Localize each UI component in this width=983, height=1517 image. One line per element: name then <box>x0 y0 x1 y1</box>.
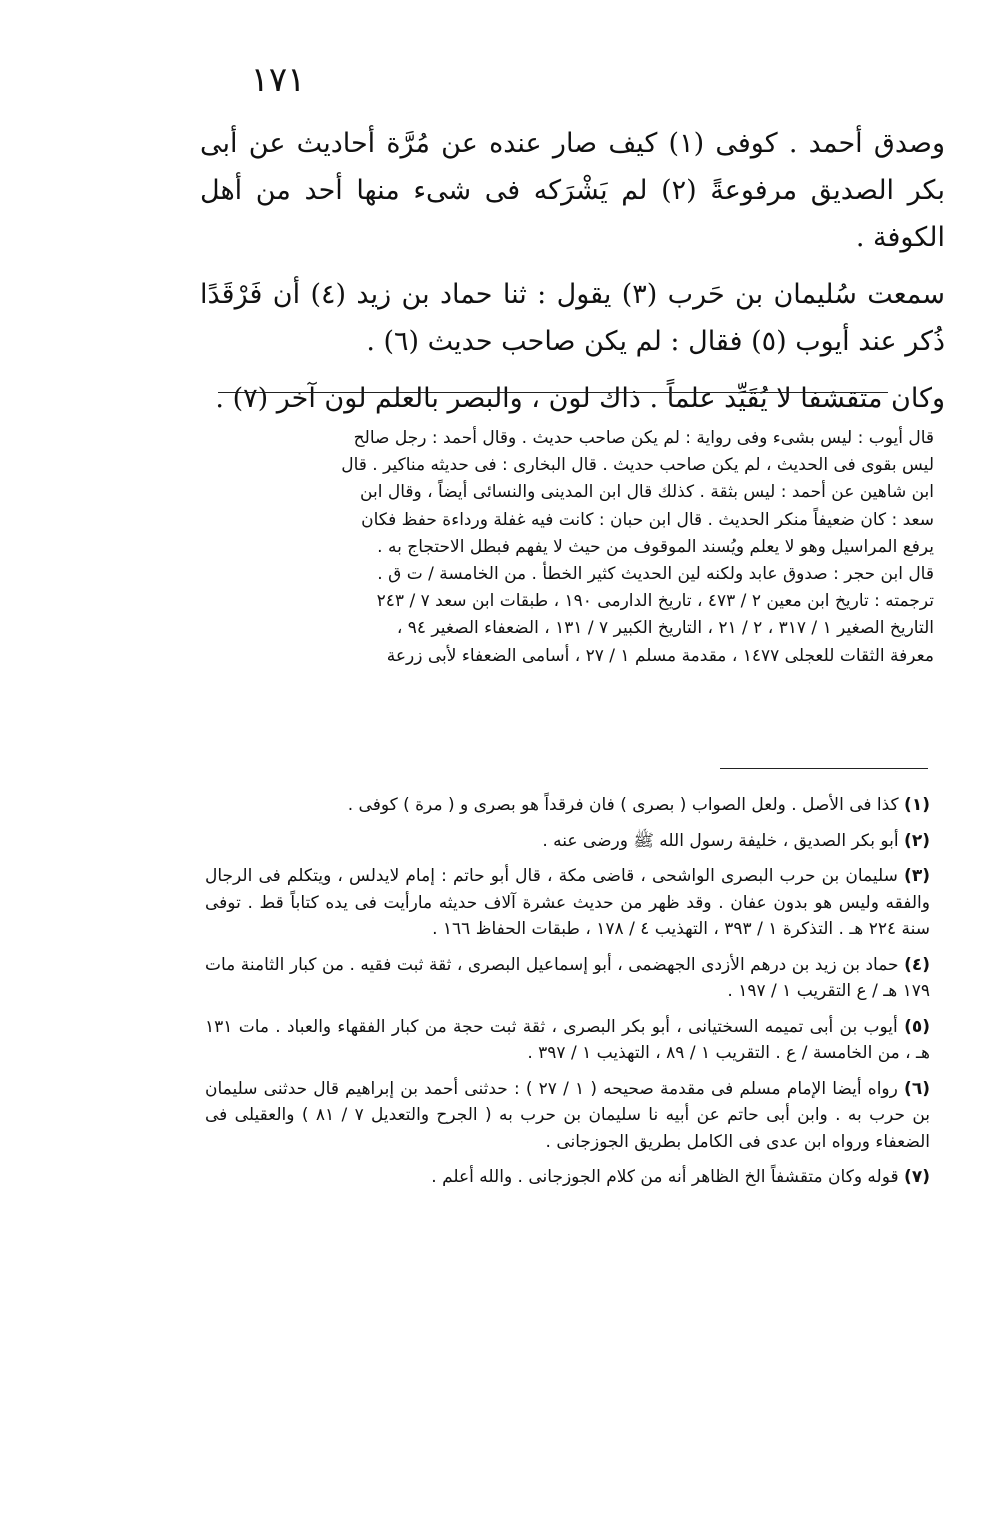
bio-note-line: قال ابن حجر : صدوق عابد ولكنه لين الحديث كثير الخطأ . من الخامسة / ت ق . <box>377 564 934 585</box>
footnote-marker: (٣) <box>904 866 930 886</box>
bio-note-line: معرفة الثقات للعجلى ١٤٧٧ ، مقدمة مسلم ١ / ٢٧ ، أسامى الضعفاء لأبى زرعة <box>386 645 934 666</box>
bio-note-line: ابن شاهين عن أحمد : ليس بثقة . كذلك قال ابن المدينى والنسائى أيضاً ، وقال ابن <box>360 482 934 503</box>
footnote-separator-rule <box>218 392 888 393</box>
footnote-1 <box>205 792 930 819</box>
footnote-text: سليمان بن حرب البصرى الواشحى ، قاضى مكة ، قال أبو حاتم : إمام لايدلس ، ويتكلم فى الرجال والفقه وليس هو بدون عفان . وقد ظهر من حديث عشرة آلاف حديثه مارأيت فى يده كتاباً قط . توفى سنة ٢٢٤ هـ . التذكرة ١ / ٣٩٣ ، التهذيب ٤ / ١٧٨ ، طبقات الحفاظ ١٦٦ . <box>205 866 930 939</box>
footnotes-section <box>205 792 930 1200</box>
footnote-4 <box>205 952 930 1005</box>
main-text <box>200 120 945 432</box>
main-paragraph: سمعت سُليمان بن حَرب (٣) يقول : ثنا حماد بن زيد (٤) أن فَرْقَدًا ذُكر عند أيوب (٥) فقال : لم يكن صاحب حديث (٦) . <box>200 279 945 357</box>
main-paragraph: وصدق أحمد . كوفى (١) كيف صار عنده عن مُرَّة أحاديث عن أبى بكر الصديق مرفوعةً (٢) لم يَشْرَكه فى شىء منها أحد من أهل الكوفة . <box>200 128 945 253</box>
footnote-marker: (٦) <box>904 1078 930 1099</box>
footnote-text: حماد بن زيد بن درهم الأزدى الجهضمى ، أبو إسماعيل البصرى ، ثقة ثبت فقيه . من كبار الثامنة مات ١٧٩ هـ / ع التقريب ١ / ١٩٧ . <box>205 954 930 1001</box>
footnote-2 <box>205 828 930 855</box>
footnote-marker: (٢) <box>904 830 930 851</box>
bio-note-line: التاريخ الصغير ١ / ٣١٧ ، ٢ / ٢١ ، التاريخ الكبير ٧ / ١٣١ ، الضعفاء الصغير ٩٤ ، <box>396 618 934 639</box>
bio-note-line: قال أيوب : ليس بشىء وفى رواية : لم يكن صاحب حديث . وقال أحمد : رجل صالح <box>353 428 934 448</box>
bio-note-line: يرفع المراسيل وهو لا يعلم ويُسند الموقوف من حيث لا يفهم فبطل الاحتجاج به . <box>377 536 934 557</box>
footnote-3 <box>205 863 930 943</box>
footnote-text: أيوب بن أبى تميمه السختيانى ، أبو بكر البصرى ، ثقة ثبت حجة من كبار الفقهاء والعباد . مات ١٣١ هـ ، من الخامسة / ع . التقريب ١ / ٨٩ ، التهذيب ١ / ٣٩٧ . <box>205 1016 930 1063</box>
footnote-text: رواه أيضا الإمام مسلم فى مقدمة صحيحه ( ١ / ٢٧ ) : حدثنى أحمد بن إبراهيم قال حدثنى سليمان بن حرب به . وابن أبى حاتم عن أبيه نا سليمان بن حرب به ( الجرح والتعديل ٧ / ٨١ ) والعقيلى فى الضعفاء ورواه ابن عدى فى الكامل بطريق الجوزجانى . <box>205 1078 930 1152</box>
footnote-marker: (٤) <box>904 954 931 975</box>
footnotes-separator-rule <box>720 768 928 769</box>
footnote-text: كذا فى الأصل . ولعل الصواب ( بصرى ) فان فرقداً هو بصرى و ( مرة ) كوفى . <box>347 795 899 815</box>
footnote-marker: (١) <box>904 795 930 815</box>
biographical-note <box>212 425 934 670</box>
footnote-7 <box>205 1164 930 1191</box>
footnote-text: أبو بكر الصديق ، خليفة رسول الله ﷺ ورضى عنه . <box>542 830 899 851</box>
footnote-5 <box>205 1014 930 1067</box>
bio-note-line: سعد : كان ضعيفاً منكر الحديث . قال ابن حبان : كانت فيه غفلة ورداءة حفظ فكان <box>361 509 934 530</box>
footnote-text: قوله وكان متقشفاً الخ الظاهر أنه من كلام الجوزجانى . والله أعلم . <box>431 1167 899 1187</box>
page-number: ١٧١ <box>250 60 306 100</box>
main-paragraph: وكان متقشفا لا يُقَيِّد علماً . ذاك لون ، والبصر بالعلم لون آخر (٧) . <box>215 383 945 414</box>
bio-note-line: ليس بقوى فى الحديث ، لم يكن صاحب حديث . قال البخارى : فى حديثه مناكير . قال <box>341 455 934 476</box>
footnote-marker: (٥) <box>904 1016 931 1037</box>
footnote-marker: (٧) <box>904 1167 930 1187</box>
footnote-6 <box>205 1076 930 1156</box>
bio-note-line: ترجمته : تاريخ ابن معين ٢ / ٤٧٣ ، تاريخ الدارمى ١٩٠ ، طبقات ابن سعد ٧ / ٢٤٣ <box>376 591 934 612</box>
